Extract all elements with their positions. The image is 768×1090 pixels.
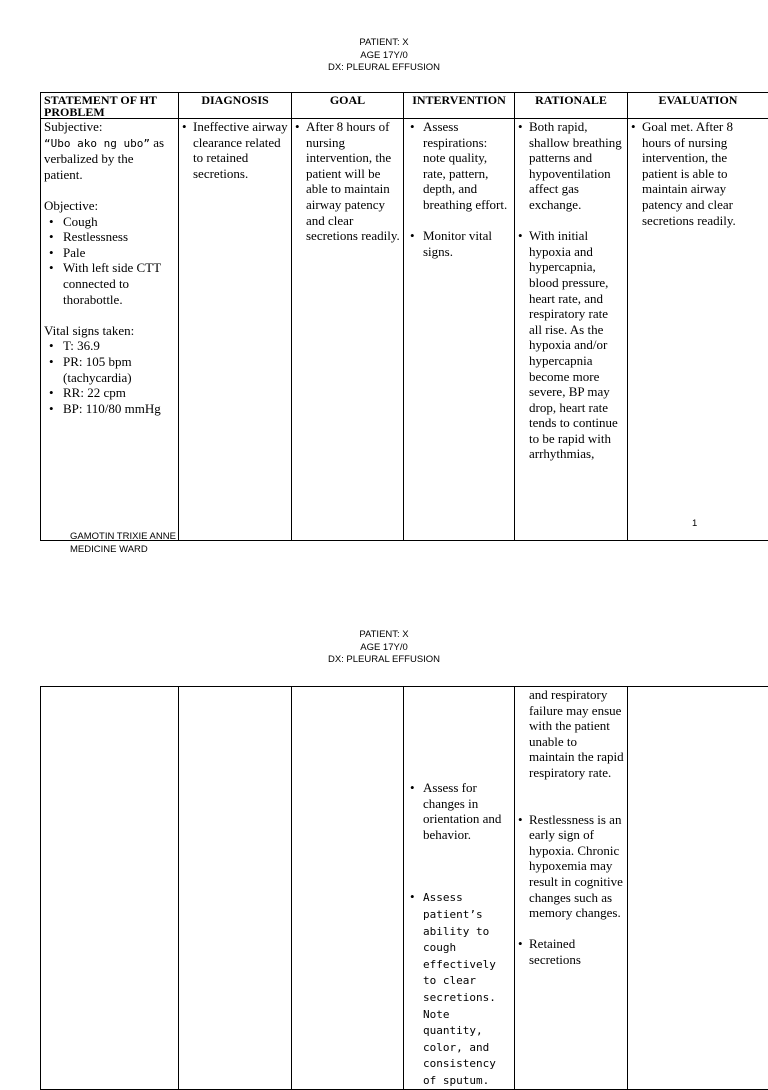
statement-cell: [41, 119, 179, 541]
list-item: • Restlessness is an early sign of hypoxia. Chronic hypoxemia may result in cognitive changes such as memory changes.: [518, 812, 624, 921]
list-item: • T: 36.9: [44, 338, 175, 354]
patient-line: PATIENT: X: [0, 37, 768, 50]
subjective-text: [44, 135, 175, 183]
objective-list: [44, 214, 175, 308]
care-plan-table-continued: [40, 686, 768, 1090]
care-plan-table: [40, 92, 768, 541]
list-item: • Assess respirations: note quality, rate, pattern, depth, and breathing effort.: [407, 119, 511, 213]
goal-text: • After 8 hours of nursing intervention, the patient will be able to maintain airway patency and clear secretions readily.: [295, 119, 400, 244]
list-item: • Assess patient’s ability to cough effectively to clear secretions. Note quantity, color, and consistency of sputum.: [407, 889, 511, 1088]
list-item: • PR: 105 bpm (tachycardia): [44, 354, 175, 385]
diagnosis-line: DX: PLEURAL EFFUSION: [0, 654, 768, 667]
col-goal: GOAL: [292, 93, 404, 119]
diagnosis-cell: [179, 687, 292, 1090]
rationale-continued: and respiratory failure may ensue with the patient unable to maintain the rapid respiratory rate.: [518, 687, 624, 781]
subjective-label: Subjective:: [44, 119, 175, 135]
ward-name: MEDICINE WARD: [70, 543, 176, 556]
diagnosis-cell: [179, 119, 292, 541]
list-item: • Retained secretions: [518, 936, 624, 967]
list-item: • RR: 22 cpm: [44, 385, 175, 401]
table-row: [41, 119, 768, 541]
col-diagnosis: DIAGNOSIS: [179, 93, 292, 119]
list-item: • Restlessness: [44, 229, 175, 245]
col-intervention: INTERVENTION: [404, 93, 515, 119]
statement-cell: [41, 687, 179, 1090]
table-row: [41, 687, 768, 1090]
age-line: AGE 17Y/0: [0, 50, 768, 63]
page-number: 1: [692, 518, 697, 529]
diagnosis-line: DX: PLEURAL EFFUSION: [0, 62, 768, 75]
list-item: • Cough: [44, 214, 175, 230]
rationale-cell: [515, 687, 628, 1090]
col-statement: STATEMENT OF HT PROBLEM: [41, 93, 179, 119]
diagnosis-text: • Ineffective airway clearance related to retained secretions.: [182, 119, 288, 181]
page-header: [0, 37, 768, 75]
goal-cell: [292, 687, 404, 1090]
goal-cell: [292, 119, 404, 541]
intervention-cell: [404, 687, 515, 1090]
author-name: GAMOTIN TRIXIE ANNE: [70, 530, 176, 543]
page-footer: [70, 530, 176, 556]
evaluation-cell: [628, 119, 768, 541]
list-item: • Assess for changes in orientation and behavior.: [407, 780, 511, 842]
list-item: • Monitor vital signs.: [407, 228, 511, 259]
vitals-label: Vital signs taken:: [44, 323, 175, 339]
list-item: • Both rapid, shallow breathing patterns and hypoventilation affect gas exchange.: [518, 119, 624, 213]
evaluation-cell: [628, 687, 768, 1090]
list-item: • With initial hypoxia and hypercapnia, blood pressure, heart rate, and respiratory rate all rise. As the hypoxia and/or hypercapnia become more severe, BP may drop, heart rate tends to continue to be rapid with arrhythmias,: [518, 228, 624, 462]
col-rationale: RATIONALE: [515, 93, 628, 119]
list-item: • BP: 110/80 mmHg: [44, 401, 175, 417]
page-header: [0, 629, 768, 667]
quote-suffix: as verbalized by the patient.: [44, 135, 164, 182]
patient-quote: “Ubo ako ng ubo”: [44, 137, 150, 150]
intervention-cell: [404, 119, 515, 541]
patient-line: PATIENT: X: [0, 629, 768, 642]
list-item: • Pale: [44, 245, 175, 261]
vitals-list: [44, 338, 175, 416]
col-evaluation: EVALUATION: [628, 93, 768, 119]
evaluation-text: • Goal met. After 8 hours of nursing intervention, the patient is able to maintain airway patency and clear secretions readily.: [631, 119, 765, 228]
objective-label: Objective:: [44, 198, 175, 214]
list-item: • With left side CTT connected to thorabottle.: [44, 260, 175, 307]
rationale-cell: [515, 119, 628, 541]
table-header-row: [41, 93, 768, 119]
age-line: AGE 17Y/0: [0, 642, 768, 655]
